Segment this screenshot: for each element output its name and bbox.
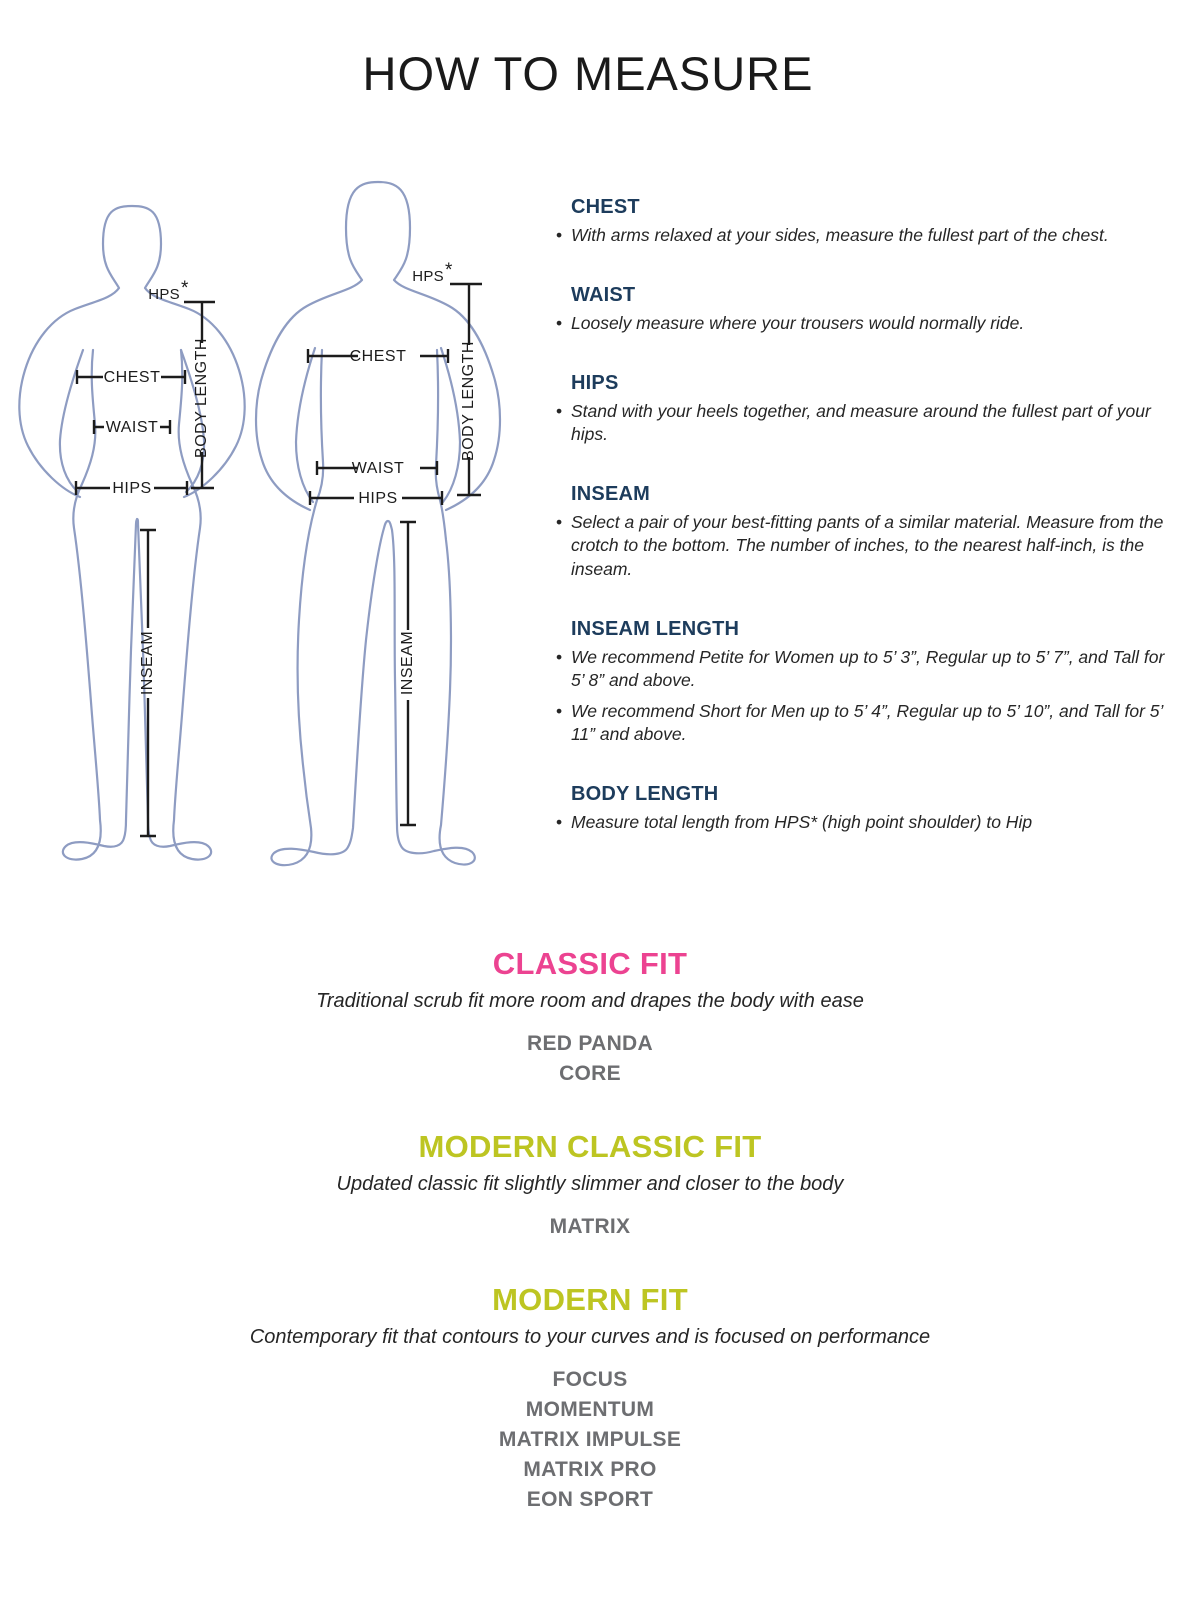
section-bullet: • Loosely measure where your trousers would normally ride. [556,312,1172,335]
section-heading: BODY LENGTH [571,783,719,806]
female-inner-arm-left [60,350,83,492]
section-heading: CHEST [571,196,640,218]
page-title: HOW TO MEASURE [362,47,814,100]
male-hips-label: HIPS [358,490,398,507]
female-body-outline [19,206,244,497]
section-bullet: • We recommend Petite for Women up to 5’ 3”, Regular up to 5’ 7”, and Tall for 5’ 8” and above. [556,646,1172,692]
fit-brand-list [0,1029,1180,1089]
male-chest-label: CHEST [349,348,407,365]
brand-name: CORE [559,1062,621,1085]
female-figure [19,206,244,860]
fit-brand-list [0,1212,1180,1242]
female-hps-label: HPS [148,286,180,303]
fit-description: Traditional scrub fit more room and drapes the body with ease [316,990,864,1012]
brand-name: MOMENTUM [525,1398,655,1421]
female-waist-label: WAIST [105,419,159,436]
brand-name: MATRIX PRO [523,1458,657,1481]
fit-brand-list [0,1365,1180,1515]
male-inseam-label: INSEAM [399,630,416,696]
female-body-length-label: BODY LENGTH [193,338,210,458]
brand-name: MATRIX [549,1215,631,1238]
fit-name: CLASSIC FIT [492,946,688,981]
female-inseam-label: INSEAM [139,630,156,696]
section-bullet: • With arms relaxed at your sides, measure the fullest part of the chest. [556,224,1172,247]
fit-guide [0,946,1180,1555]
section-heading: INSEAM [571,483,650,506]
section-waist [556,284,1172,335]
section-inseam-length [556,618,1172,746]
fit-description: Contemporary fit that contours to your curves and is focused on performance [249,1326,931,1348]
section-heading: HIPS [571,372,619,395]
fit-description: Updated classic fit slightly slimmer and closer to the body [336,1173,844,1195]
brand-name: MATRIX IMPULSE [498,1428,682,1451]
section-heading: INSEAM LENGTH [571,617,740,640]
female-hips-label: HIPS [112,480,152,497]
male-body-length-label: BODY LENGTH [460,341,477,461]
fit-modern-classic [0,1129,1180,1242]
section-body-length [556,783,1172,834]
male-torso-legs-outline [271,350,474,865]
section-bullet-list [556,400,1172,446]
male-hps-asterisk: * [445,260,453,281]
section-inseam [556,483,1172,580]
section-bullet-list [556,224,1172,247]
male-waist-label: WAIST [351,460,405,477]
section-heading: WAIST [571,284,636,307]
section-bullet-list [556,511,1172,580]
section-bullet: • Select a pair of your best-fitting pants of a similar material. Measure from the crotch to the bottom. The number of inches, to the nearest half-inch, is the inseam. [556,511,1172,580]
fit-name: MODERN FIT [492,1282,688,1317]
brand-name: RED PANDA [527,1032,653,1055]
male-inner-arm-right [441,348,460,502]
measurement-figures-diagram [0,150,540,890]
female-chest-label: CHEST [103,369,161,386]
section-bullet-list [556,811,1172,834]
brand-name: EON SPORT [526,1488,654,1511]
male-inner-arm-left [296,348,315,502]
section-bullet: • We recommend Short for Men up to 5’ 4”, Regular up to 5’ 10”, and Tall for 5’ 11” and above. [556,700,1172,746]
brand-name: FOCUS [552,1368,628,1391]
female-hps-asterisk: * [181,278,189,299]
fit-name: MODERN CLASSIC FIT [418,1129,762,1164]
section-bullet-list [556,646,1172,746]
section-bullet: • Measure total length from HPS* (high point shoulder) to Hip [556,811,1172,834]
section-bullet: • Stand with your heels together, and measure around the fullest part of your hips. [556,400,1172,446]
section-chest [556,196,1172,247]
section-bullet-list [556,312,1172,335]
male-figure [256,182,500,865]
fit-modern [0,1282,1180,1515]
section-hips [556,372,1172,446]
fit-classic [0,946,1180,1089]
measurement-instructions [556,196,1172,871]
male-hps-label: HPS [412,268,444,285]
